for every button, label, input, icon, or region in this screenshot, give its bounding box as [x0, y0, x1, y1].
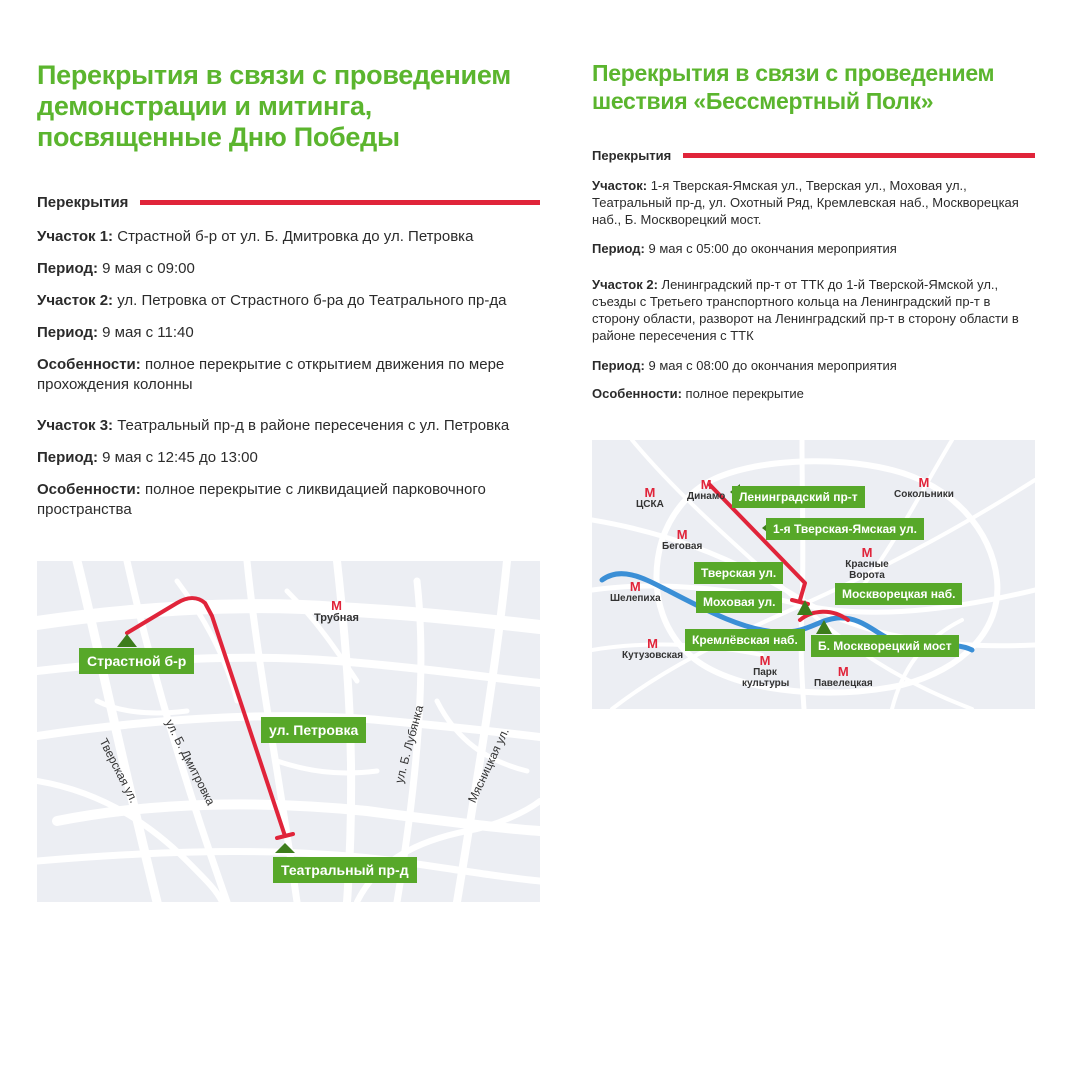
street-lubyanka: ул. Б. Лубянка: [392, 703, 427, 785]
metro-trubnaya-label: М Трубная: [314, 598, 359, 624]
station-shelepikha: М Шелепиха: [610, 579, 661, 604]
left-item-7: Период: 9 мая с 12:45 до 13:00: [37, 449, 258, 466]
left-item-1: Участок 1: Страстной б-р от ул. Б. Дмитровка до ул. Петровка: [37, 228, 474, 245]
left-map: [37, 561, 540, 902]
metro-icon: М: [759, 653, 771, 668]
right-item-2: Период: 9 мая с 05:00 до окончания мероприятия: [592, 241, 897, 256]
left-section-label: Перекрытия: [37, 194, 129, 211]
street-dmitrovka: ул. Б. Дмитровка: [162, 717, 218, 808]
metro-icon: М: [629, 579, 641, 594]
left-item-8: Особенности: полное перекрытие с ликвидацией парковочного пространства: [37, 481, 486, 518]
station-begovaya: М Беговая: [662, 527, 703, 552]
tag-moskvoretskaya: Москворецкая наб.: [835, 583, 962, 605]
station-cska: М ЦСКА: [636, 485, 664, 510]
station-dinamo: М Динамо: [687, 477, 726, 502]
metro-icon: М: [918, 475, 930, 490]
left-item-6: Участок 3: Театральный пр-д в районе пересечения с ул. Петровка: [37, 417, 510, 434]
station-sokolniki: М Сокольники: [894, 475, 954, 500]
right-section-label: Перекрытия: [592, 148, 672, 163]
tag-moskvoretsky-most: Б. Москворецкий мост: [811, 635, 959, 657]
metro-icon: М: [331, 598, 342, 613]
tag-mokhovaya: Моховая ул.: [696, 591, 782, 613]
right-section-header: [592, 148, 1035, 163]
metro-icon: М: [700, 477, 712, 492]
street-tverskaya: Тверская ул.: [96, 736, 141, 806]
tag-kremlevskaya: Кремлёвская наб.: [685, 629, 805, 651]
right-map: [592, 440, 1035, 709]
station-paveletskaya: М Павелецкая: [814, 664, 873, 689]
tag-tverskaya: Тверская ул.: [694, 562, 783, 584]
left-item-3: Участок 2: ул. Петровка от Страстного б-ра до Театрального пр-да: [37, 292, 507, 309]
left-item-5: Особенности: полное перекрытие с открытием движения по мере прохождения колонны: [37, 356, 505, 393]
left-item-4: Период: 9 мая с 11:40: [37, 324, 194, 341]
right-item-5: Особенности: полное перекрытие: [592, 386, 804, 401]
tag-petrovka: ул. Петровка: [261, 717, 366, 743]
station-krasnye-vorota: М Красные Ворота: [845, 545, 889, 581]
right-item-4: Период: 9 мая с 08:00 до окончания мероприятия: [592, 358, 897, 373]
left-item-2: Период: 9 мая с 09:00: [37, 260, 195, 277]
station-kutuzovskaya: М Кутузовская: [622, 636, 684, 661]
metro-icon: М: [837, 664, 849, 679]
metro-icon: М: [676, 527, 688, 542]
right-item-3: Участок 2: Ленинградский пр-т от ТТК до 1-й Тверской-Ямской ул., съезды с Третьего транспортного кольца на Ленинградский пр-т в сторону области, разворот на Ленинградский пр-т в сторону области в районе пересечения с ТТК: [592, 277, 1019, 343]
right-item-1: Участок: 1-я Тверская-Ямская ул., Тверская ул., Моховая ул., Театральный пр-д, ул. Охотный Ряд, Кремлевская наб., Москворецкая наб., Б. Москворецкий мост.: [592, 178, 1019, 227]
tag-leningradsky: Ленинградский пр-т: [732, 486, 865, 508]
metro-icon: М: [861, 545, 873, 560]
tag-strastnoy: Страстной б-р: [79, 648, 194, 674]
left-section-bar: [140, 200, 540, 205]
metro-icon: М: [644, 485, 656, 500]
street-myasnitskaya: Мясницкая ул.: [465, 725, 512, 805]
right-section-bar: [683, 153, 1035, 158]
tag-tverskaya-yamskaya: 1-я Тверская-Ямская ул.: [766, 518, 924, 540]
right-title: Перекрытия в связи с проведением шествия «Бессмертный Полк»: [592, 60, 995, 114]
left-title: Перекрытия в связи с проведением демонстрации и митинга, посвященные Дню Победы: [37, 60, 511, 152]
tag-teatralny: Театральный пр-д: [273, 857, 417, 883]
metro-icon: М: [647, 636, 658, 651]
station-park-kultury: М Парк культуры: [742, 653, 790, 689]
left-section-header: [37, 194, 540, 211]
